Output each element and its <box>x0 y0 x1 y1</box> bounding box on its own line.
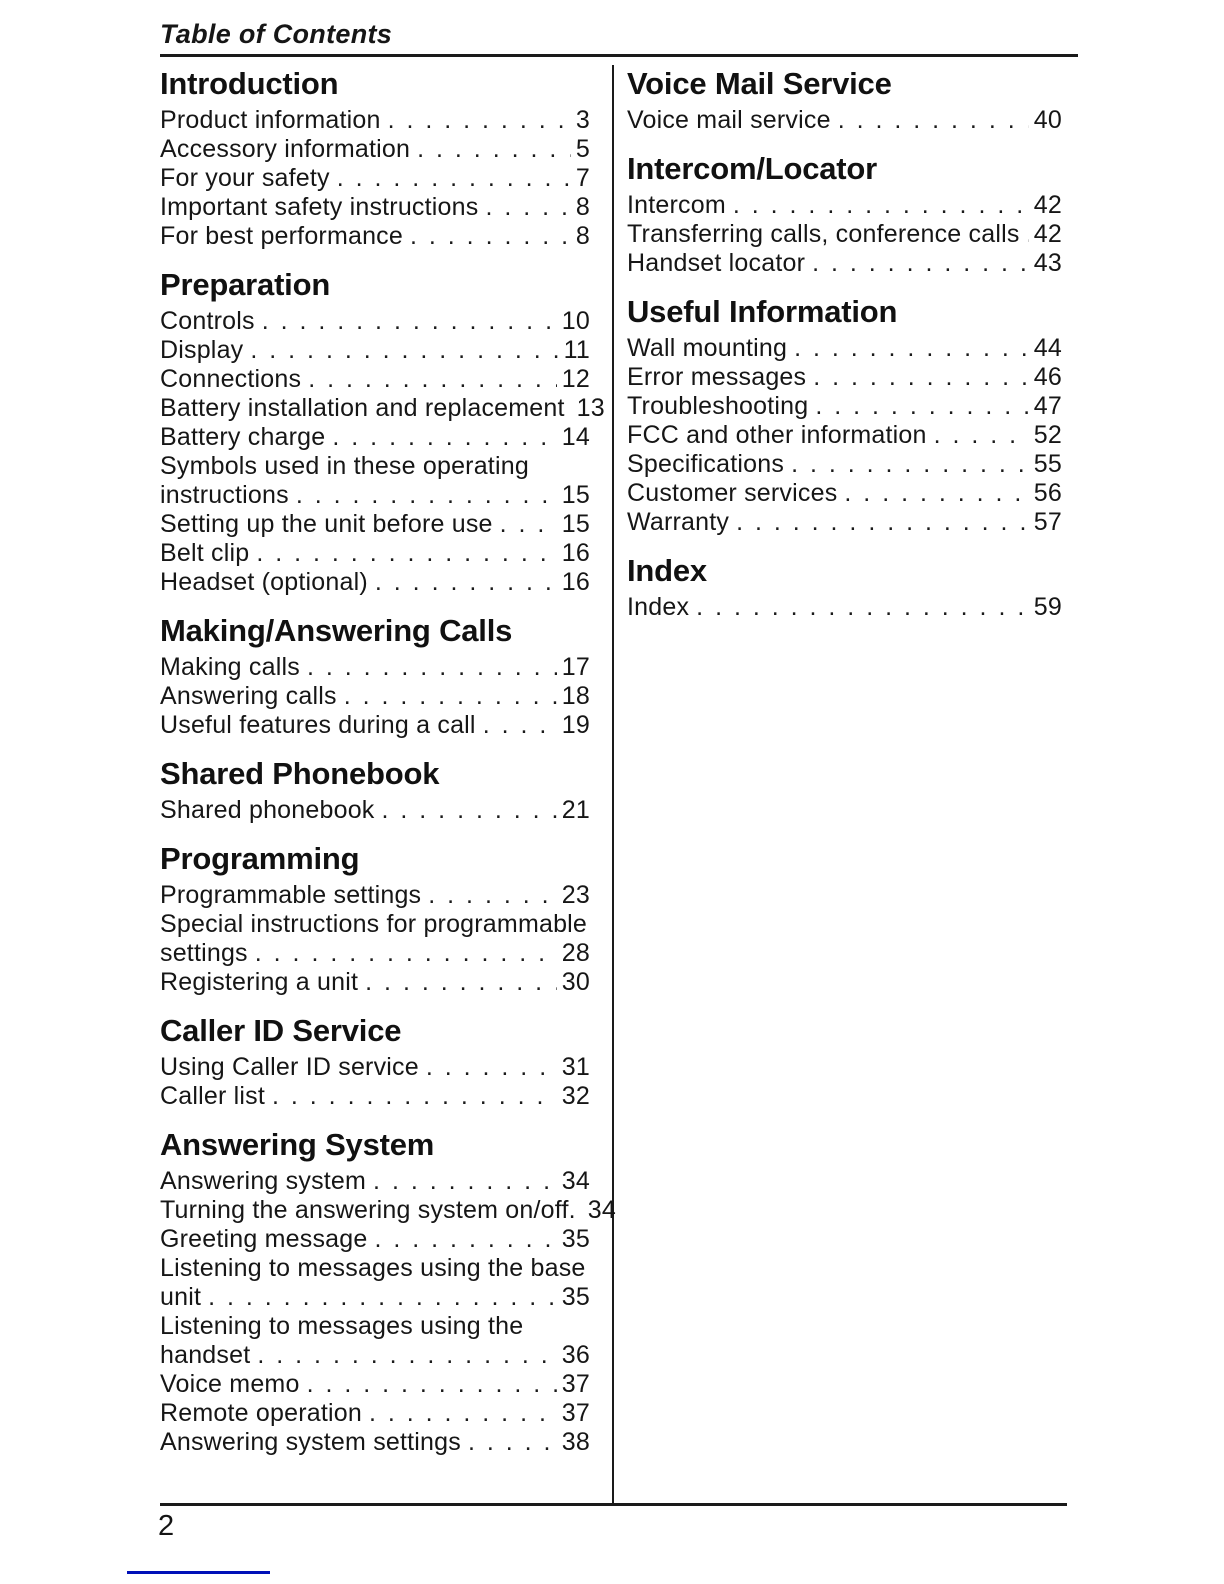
page-number-ref: 16 <box>561 539 590 567</box>
dot-leader <box>308 365 557 394</box>
page-number-ref: 35 <box>561 1283 590 1311</box>
toc-entry-row <box>627 191 1062 220</box>
page-number-ref: 40 <box>1033 106 1062 134</box>
page-number-ref: 13 <box>576 394 605 422</box>
page-number-ref: 42 <box>1033 220 1062 248</box>
toc-entry-row <box>160 1428 590 1457</box>
toc-entry <box>160 910 590 968</box>
toc-entry <box>627 220 1062 249</box>
page-number-ref: 15 <box>561 510 590 538</box>
toc-entry-text: Error messages <box>627 363 807 391</box>
toc-entry-row <box>160 1370 590 1399</box>
toc-entry <box>627 508 1062 537</box>
toc-entry-row <box>160 307 590 336</box>
toc-entry-text: Voice mail service <box>627 106 831 134</box>
toc-entry-text: Specifications <box>627 450 785 478</box>
dot-leader <box>337 164 571 193</box>
section-heading: Useful Information <box>627 294 898 329</box>
toc-section <box>627 295 1062 537</box>
section-heading: Answering System <box>160 1127 435 1162</box>
page-number-ref: 57 <box>1033 508 1062 536</box>
toc-entry-text: Battery installation and replacement <box>160 394 565 422</box>
page-number-ref: 32 <box>561 1082 590 1110</box>
toc-entry-row <box>160 336 590 365</box>
toc-entry-row <box>627 249 1062 278</box>
toc-entry <box>627 450 1062 479</box>
toc-entry-text: Wall mounting <box>627 334 788 362</box>
dot-leader <box>1027 220 1029 249</box>
toc-entry <box>160 1254 590 1312</box>
dot-leader <box>426 1053 557 1082</box>
toc-entry-row <box>160 423 590 452</box>
toc-entry-text: handset <box>160 1341 251 1369</box>
dot-leader <box>369 1399 557 1428</box>
toc-entry <box>627 593 1062 622</box>
page-number-ref: 55 <box>1033 450 1062 478</box>
dot-leader <box>733 191 1029 220</box>
page-number-ref: 8 <box>575 222 590 250</box>
dot-leader <box>844 479 1028 508</box>
toc-entry <box>160 135 590 164</box>
toc-entry-text: Product information <box>160 106 381 134</box>
dot-leader <box>307 653 557 682</box>
section-heading: Caller ID Service <box>160 1013 402 1048</box>
scanned-page <box>160 18 1078 1543</box>
toc-entry-row <box>160 510 590 539</box>
toc-entry-text: unit <box>160 1283 202 1311</box>
dot-leader <box>483 711 557 740</box>
page-number-ref: 43 <box>1033 249 1062 277</box>
page-number-ref: 59 <box>1033 593 1062 621</box>
toc-entry-row <box>160 682 590 711</box>
page-number-ref: 36 <box>561 1341 590 1369</box>
toc-entry-text: settings <box>160 939 248 967</box>
dot-leader <box>934 421 1029 450</box>
toc-entry-row <box>160 135 590 164</box>
toc-entry-text: For your safety <box>160 164 330 192</box>
page-number-ref: 31 <box>561 1053 590 1081</box>
toc-entry-text: Customer services <box>627 479 838 507</box>
toc-section <box>160 67 590 251</box>
toc-entry-text: Answering system <box>160 1167 367 1195</box>
page-number-ref: 19 <box>561 711 590 739</box>
page-number-ref: 56 <box>1033 479 1062 507</box>
toc-entry <box>160 881 590 910</box>
toc-section <box>160 614 590 740</box>
toc-entry <box>160 1370 590 1399</box>
toc-entry-text: Special instructions for programmable <box>160 910 588 938</box>
toc-entry-text: Setting up the unit before use <box>160 510 493 538</box>
page-number-ref: 10 <box>561 307 590 335</box>
toc-entry-row <box>160 1196 616 1225</box>
dot-leader <box>374 1225 556 1254</box>
page-number-ref: 17 <box>561 653 590 681</box>
page-number-ref: 35 <box>561 1225 590 1253</box>
page-number-ref: 16 <box>561 568 590 596</box>
page-number-ref: 23 <box>561 881 590 909</box>
toc-entry <box>160 1082 590 1111</box>
toc-entry-row <box>160 1082 590 1111</box>
toc-entry-row <box>627 593 1062 622</box>
toc-entry-text: Battery charge <box>160 423 326 451</box>
toc-entry <box>160 1225 590 1254</box>
toc-entry <box>160 510 590 539</box>
dot-leader <box>332 423 556 452</box>
toc-section <box>160 757 590 825</box>
dot-leader <box>736 508 1029 537</box>
toc-entry-text: Remote operation <box>160 1399 362 1427</box>
toc-entry-row <box>160 968 590 997</box>
toc-entry-text: Making calls <box>160 653 300 681</box>
toc-column-left <box>160 65 614 1503</box>
toc-entry-text: Symbols used in these operating <box>160 452 529 480</box>
toc-entry-text: Display <box>160 336 244 364</box>
toc-entry-row <box>160 796 590 825</box>
toc-entry-text: Controls <box>160 307 255 335</box>
toc-entry <box>160 568 590 597</box>
dot-leader <box>262 307 557 336</box>
dot-leader <box>365 968 557 997</box>
footer-rule <box>160 1503 1067 1506</box>
page-number-ref: 44 <box>1033 334 1062 362</box>
page-number-ref: 30 <box>561 968 590 996</box>
page-number-ref: 28 <box>561 939 590 967</box>
toc-entry-text: Belt clip <box>160 539 250 567</box>
page-number-ref: 5 <box>575 135 590 163</box>
toc-entry <box>160 1053 590 1082</box>
toc-entry-text: Intercom <box>627 191 726 219</box>
toc-entry-text: Answering system settings <box>160 1428 461 1456</box>
toc-entry <box>627 334 1062 363</box>
toc-entry-text: Warranty <box>627 508 730 536</box>
toc-entry-text: FCC and other information <box>627 421 927 449</box>
toc-entry-row <box>627 334 1062 363</box>
toc-column-right <box>614 65 1062 1503</box>
toc-entry-text: Headset (optional) <box>160 568 368 596</box>
toc-entry-text: Listening to messages using the base <box>160 1254 586 1282</box>
page-number-ref: 38 <box>561 1428 590 1456</box>
toc-entry <box>160 1196 616 1225</box>
dot-leader <box>812 249 1029 278</box>
dot-leader <box>250 336 558 365</box>
dot-leader <box>344 682 557 711</box>
toc-entry <box>160 1312 590 1370</box>
toc-entry-row <box>160 106 590 135</box>
toc-entry-row <box>627 220 1062 249</box>
toc-entry-text: Connections <box>160 365 302 393</box>
toc-entry-row <box>160 394 605 423</box>
toc-entry-text: Caller list <box>160 1082 265 1110</box>
dot-leader <box>794 334 1029 363</box>
toc-entry <box>160 336 590 365</box>
page-number-ref: 34 <box>587 1196 616 1224</box>
toc-entry <box>160 193 590 222</box>
toc-entry <box>627 479 1062 508</box>
section-heading: Shared Phonebook <box>160 756 440 791</box>
dot-leader <box>417 135 571 164</box>
toc-entry <box>627 363 1062 392</box>
toc-entry-row <box>627 421 1062 450</box>
toc-section <box>160 1014 590 1111</box>
toc-entry-text: Accessory information <box>160 135 411 163</box>
page-number-ref: 42 <box>1033 191 1062 219</box>
toc-entry-row <box>627 450 1062 479</box>
toc-entry-row <box>160 939 590 968</box>
page-title: Table of Contents <box>160 19 393 49</box>
section-heading: Index <box>627 553 707 588</box>
dot-leader <box>838 106 1029 135</box>
toc-entry <box>627 249 1062 278</box>
toc-entry-row <box>160 653 590 682</box>
toc-entry <box>627 392 1062 421</box>
toc-entry-text: Turning the answering system on/off. <box>160 1196 576 1224</box>
dot-leader <box>696 593 1029 622</box>
toc-entry-text: Using Caller ID service <box>160 1053 419 1081</box>
footer-page-number: 2 <box>158 1510 175 1542</box>
toc-entry-row <box>160 1167 590 1196</box>
toc-entry-text: Handset locator <box>627 249 806 277</box>
page-number-ref: 47 <box>1033 392 1062 420</box>
toc-entry-row <box>160 568 590 597</box>
toc-entry-text: Answering calls <box>160 682 337 710</box>
toc-entry-row <box>160 365 590 394</box>
page-number-ref: 12 <box>561 365 590 393</box>
toc-entry-row <box>160 164 590 193</box>
section-heading: Programming <box>160 841 360 876</box>
toc-entry-row <box>160 193 590 222</box>
toc-entry-text: Programmable settings <box>160 881 422 909</box>
dot-leader <box>791 450 1029 479</box>
toc-entry <box>627 191 1062 220</box>
toc-entry-row <box>160 481 590 510</box>
toc-entry-text: Useful features during a call <box>160 711 476 739</box>
section-heading: Voice Mail Service <box>627 66 892 101</box>
toc-columns <box>160 65 1078 1503</box>
section-heading: Introduction <box>160 66 339 101</box>
toc-entry <box>160 307 590 336</box>
toc-entry <box>160 968 590 997</box>
toc-entry <box>160 423 590 452</box>
dot-leader <box>500 510 557 539</box>
dot-leader <box>256 539 556 568</box>
toc-entry <box>160 1167 590 1196</box>
toc-entry-text: Registering a unit <box>160 968 359 996</box>
page-number-ref: 7 <box>575 164 590 192</box>
dot-leader <box>373 1167 557 1196</box>
toc-section <box>627 554 1062 622</box>
page-number-ref: 11 <box>563 336 590 364</box>
toc-entry-text: Shared phonebook <box>160 796 375 824</box>
toc-entry <box>160 711 590 740</box>
dot-leader <box>468 1428 557 1457</box>
dot-leader <box>428 881 557 910</box>
toc-entry-row <box>160 222 590 251</box>
toc-entry-row <box>160 881 590 910</box>
header-rule <box>160 54 1078 57</box>
toc-entry <box>160 222 590 251</box>
toc-entry-text: Transferring calls, conference calls <box>627 220 1020 248</box>
toc-entry <box>160 394 605 423</box>
dot-leader <box>272 1082 557 1111</box>
toc-entry-text: Important safety instructions <box>160 193 479 221</box>
blue-scan-mark <box>127 1571 270 1574</box>
toc-entry-text: Index <box>627 593 690 621</box>
page-number-ref: 46 <box>1033 363 1062 391</box>
dot-leader <box>208 1283 557 1312</box>
toc-entry <box>160 164 590 193</box>
toc-section <box>160 842 590 997</box>
dot-leader <box>255 939 557 968</box>
toc-entry <box>160 539 590 568</box>
section-heading: Making/Answering Calls <box>160 613 513 648</box>
toc-entry-text: instructions <box>160 481 289 509</box>
toc-entry-text: Troubleshooting <box>627 392 809 420</box>
toc-entry-row <box>627 106 1062 135</box>
toc-entry-text: Greeting message <box>160 1225 368 1253</box>
toc-entry-row <box>160 539 590 568</box>
toc-section <box>627 152 1062 278</box>
toc-entry <box>160 365 590 394</box>
dot-leader <box>257 1341 556 1370</box>
section-heading: Preparation <box>160 267 331 302</box>
page-number-ref: 15 <box>561 481 590 509</box>
dot-leader <box>815 392 1028 421</box>
toc-entry <box>160 106 590 135</box>
toc-entry-row <box>160 1225 590 1254</box>
toc-entry <box>627 421 1062 450</box>
dot-leader <box>375 568 557 597</box>
toc-entry-row <box>160 711 590 740</box>
page-number-ref: 52 <box>1033 421 1062 449</box>
dot-leader <box>307 1370 557 1399</box>
toc-entry-text: Listening to messages using the <box>160 1312 524 1340</box>
toc-entry-row <box>160 1053 590 1082</box>
toc-entry <box>160 1428 590 1457</box>
toc-entry-text: For best performance <box>160 222 403 250</box>
page-number-ref: 8 <box>575 193 590 221</box>
toc-entry <box>627 106 1062 135</box>
toc-entry-row <box>160 1399 590 1428</box>
toc-entry-row <box>627 479 1062 508</box>
toc-entry <box>160 682 590 711</box>
toc-entry <box>160 653 590 682</box>
dot-leader <box>388 106 571 135</box>
toc-section <box>160 267 605 597</box>
toc-entry <box>160 452 590 510</box>
dot-leader <box>296 481 557 510</box>
toc-entry-row <box>627 508 1062 537</box>
dot-leader <box>485 193 570 222</box>
toc-entry <box>160 1399 590 1428</box>
page-number-ref: 37 <box>561 1399 590 1427</box>
toc-entry-row <box>627 392 1062 421</box>
toc-section <box>627 67 1062 135</box>
toc-entry-text: Voice memo <box>160 1370 300 1398</box>
page-number-ref: 37 <box>561 1370 590 1398</box>
page-number-ref: 18 <box>561 682 590 710</box>
toc-section <box>160 1127 616 1457</box>
page-number-ref: 21 <box>561 796 590 824</box>
toc-entry-row <box>160 1283 590 1312</box>
dot-leader <box>410 222 571 251</box>
section-heading: Intercom/Locator <box>627 151 878 186</box>
toc-entry-row <box>627 363 1062 392</box>
dot-leader <box>813 363 1029 392</box>
toc-entry-row <box>160 1341 590 1370</box>
page-number-ref: 34 <box>561 1167 590 1195</box>
page-number-ref: 14 <box>561 423 590 451</box>
toc-entry <box>160 796 590 825</box>
page-number-ref: 3 <box>575 106 590 134</box>
dot-leader <box>382 796 557 825</box>
